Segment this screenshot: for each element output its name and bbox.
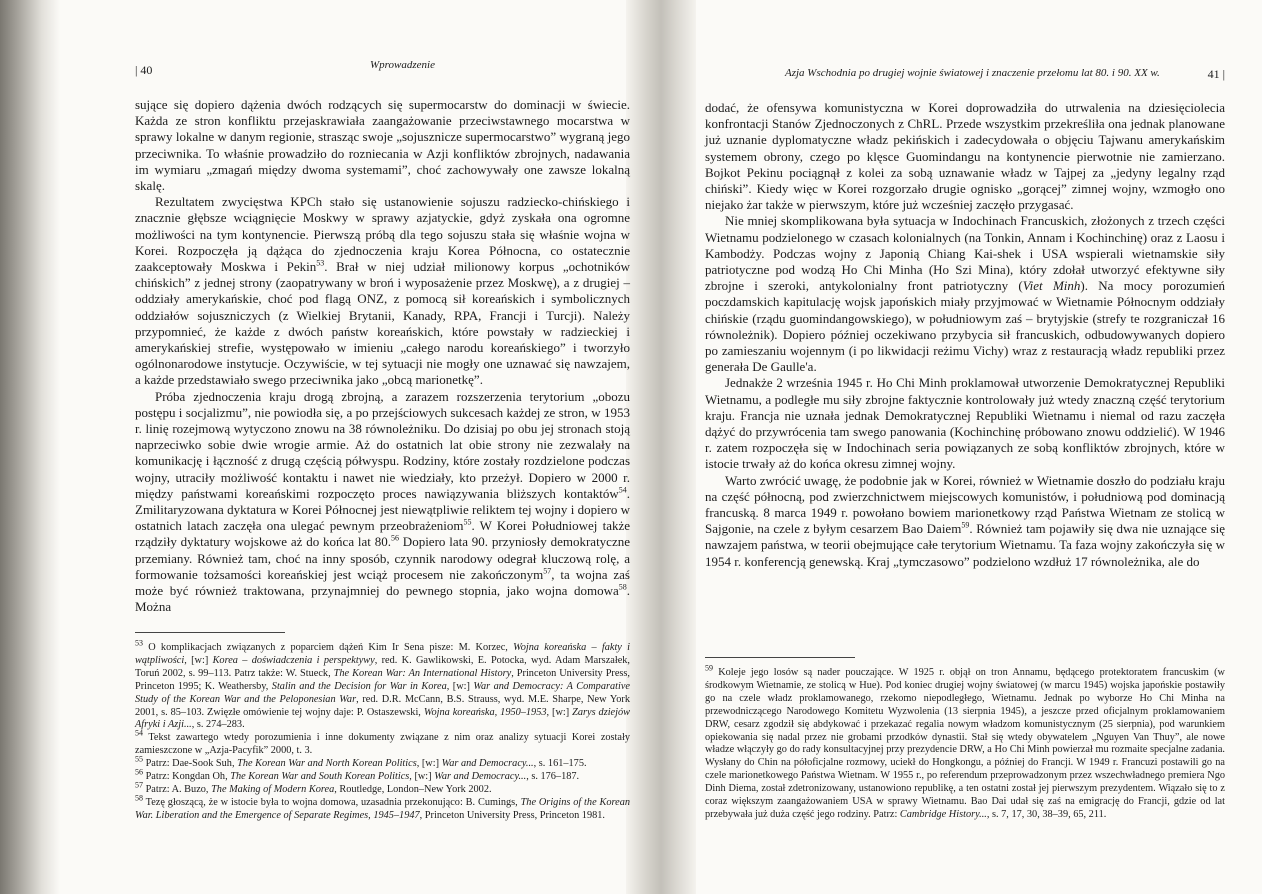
page-edge-shadow [0,0,60,894]
running-title: Wprowadzenie [370,59,435,71]
footnote: $^{53}$ O komplikacjach związanych z poparciem dążeń Kim Ir Sena pisze: M. Korzec, Wojna koreańska – fakty i wątpliwości, [w:] Korea – doświadczenia i perspektywy, red. K. Gawlikowski, E. Potocka, wyd. Adam Marszałek, Toruń 2002, s. 99–113. Patrz także: W. Stueck, The Korean War: An International History, Princeton University Press, Princeton 1995; K. Weathersby, Stalin and the Decision for War in Korea, [w:] War and Democracy: A Comparative Study of the Korean War and the Peloponesian War, red. D.R. McCann, B.S. Strauss, wyd. M.E. Sharpe, New York 2001, s. 85–103. Zwięzłe omówienie tej wojny daje: P. Ostaszewski, Wojna koreańska, 1950–1953, [w:] Zarys dziejów Afryki i Azji..., s. 274–283. [135,638,631,731]
running-header [705,55,1225,81]
main-text [705,100,1225,570]
footnotes [135,638,631,823]
left-page [135,0,630,894]
paragraph: Próba zjednoczenia kraju drogą zbrojną, a zarazem rozszerzenia terytorium „obozu postępu i socjalizmu”, nie powiodła się, a po przejściowych sukcesach każdej ze stron, w 1953 r. linię rozejmową wytyczono znowu na 38 równoleżniku. Do dzisiaj po obu jej stronach stoją naprzeciwko sobie dwie wrogie armie. Aż do ostatnich lat obie strony nie zezwalały na komunikację i łączność z drugą częścią półwyspu. Rodziny, które zostały rozdzielone podczas wojny, utraciły możliwość kontaktu i nawet nie wiedziały, kto przeżył. Dopiero w 2000 r. między państwami koreańskimi rozpoczęto proces nawiązywania bliższych kontaktów$^{54}$. Zmilitaryzowana dyktatura w Korei Północnej jest niewątpliwie reliktem tej wojny i dopiero w ostatnich latach zaczęła ona ulegać pewnym przeobrażeniom$^{55}$. W Korei Południowej także rządziły dyktatury wojskowe aż do końca lat 80.56 Dopiero lata 90. przyniosły demokratyczne przemiany. Również tam, choć na inny sposób, czynnik narodowy odegrał kluczową rolę, a formowanie tożsamości koreańskiej jest wciąż procesem nie zakończonym$^{57}$, ta wojna zaś może być również traktowana, przynajmniej do pewnego stopnia, jako wojna domowa$^{58}$. Można [135,388,630,615]
page-number: 41 | [1207,67,1225,81]
right-page [705,0,1225,894]
paragraph: dodać, że ofensywa komunistyczna w Korei doprowadziła do utrwalenia na dziesięciolecia konfrontacji Stanów Zjednoczonych z ChRL. Przede wszystkim przekreśliła ona jednak planowane już uznanie dyplomatyczne władz pekińskich i zadecydowała o objęciu Tajwanu amerykańskim systemem obrony, czego po klęsce Guomindangu na kontynencie pierwotnie nie zamierzano. Bojkot Pekinu pociągnął z kolei za sobą uznawanie władz w Tajpej za „jedyny legalny rząd chiński”. Kiedy więc w Korei rozgorzało drugie ognisko „gorącej” zimnej wojny, wzmogło ono niejako żar także w pierwszym, które już wcześniej zaczęło przygasać. [705,100,1225,213]
page-number: | 40 [135,63,153,77]
running-title: Azja Wschodnia po drugiej wojnie światowej i znaczenie przełomu lat 80. i 90. XX w. [785,67,1160,79]
footnote-rule [135,632,285,633]
footnote: $^{59}$ Koleje jego losów są nader pouczające. W 1925 r. objął on tron Annamu, będącego protektoratem francuskim (w środkowym Wietnamie, ze stolicą w Hue). Pod koniec drugiej wojny światowej (w marcu 1945) wojska japońskie postawiły go na czele władz proklamowanego, rzekomo niepodległego, Wietnamu. Jednak po wyborze Ho Chi Minha na przewodniczącego Narodowego Komitetu Wyzwolenia (13 sierpnia 1945), a jeszcze przed oficjalnym proklamowaniem DRW, cesarz zgodził się abdykować i przekazać regalia nowym władzom komunistycznym (25 sierpnia), pod warunkiem opiekowania się nadal przez nie grobami przodków dynastii. Stał się wtedy obywatelem „Nguyen Van Thuy”, ale nowe władze włączyły go do rady konsultacyjnej przy prezydencie DRW, a Ho Chi Minh powierzał mu rozmaite specjalne zadania. Wysłany do Chin na półoficjalne rozmowy, uciekł do Hongkongu, a później do Francji. W 1949 r. Francuzi postawili go na czele marionetkowego Państwa Wietnam. W 1955 r., po referendum przeprowadzonym przez wszechwładnego premiera Ngo Dinh Diema, został zdetronizowany, ustanowiono republikę, a ten ostatni został jej pierwszym prezydentem. Wiązało się to z coraz większym zaangażowaniem USA w sprawy Wietnamu. Bao Dai udał się zaś na emigrację do Francji, gdzie od lat przebywała już duża część jego rodziny. Patrz: Cambridge History..., s. 7, 17, 30, 38–39, 65, 211. [705,663,1225,820]
paragraph: Jednakże 2 września 1945 r. Ho Chi Minh proklamował utworzenie Demokratycznej Republiki Wietnamu, a podległe mu siły zbrojne faktycznie kontrolowały już wtedy znaczną część terytorium kraju. Francja nie uznała jednak Demokratycznej Republiki Wietnamu i niemal od razu zaczęła dążyć do przywrócenia tam swego panowania (Kochinchinę próbowano znowu oddzielić). W 1946 r. zatem rozpoczęła się w Indochinach seria powiązanych ze sobą konfliktów zbrojnych, które w istocie trwały aż do końca okresu zimnej wojny. [705,375,1225,472]
footnote: $^{56}$ Patrz: Kongdan Oh, The Korean War and South Korean Politics, [w:] War and Democracy..., s. 176–187. [135,767,580,783]
footnote: $^{54}$ Tekst zawartego wtedy porozumienia i inne dokumenty związane z nim oraz analizy sytuacji Korei zostały zamieszczone w „Azja-Pacyfik” 2000, t. 3. [135,728,630,757]
paragraph: Warto zwrócić uwagę, że podobnie jak w Korei, również w Wietnamie doszło do podziału kraju na część północną, pod zwierzchnictwem miejscowych komunistów, i południową pod dominacją francuską. 8 marca 1949 r. powołano bowiem marionetkowy rząd Państwa Wietnam ze stolicą w Sajgonie, na czele z byłym cesarzem Bao Daiem$^{59}$. Również tam pojawiły się dwa nie uznające się nawzajem państwa, w teorii obejmujące całe terytorium Wietnamu. Ta faza wojny zakończyła się w 1954 r. konferencją genewską. Kraj „tymczasowo” podzielono wzdłuż 17 równoleżnika, ale do [705,472,1225,569]
footnote: $^{57}$ Patrz: A. Buzo, The Making of Modern Korea, Routledge, London–New York 2002. [135,780,492,795]
paragraph: sujące się dopiero dążenia dwóch rodzących się supermocarstw do dominacji w świecie. Każda ze stron konfliktu przejaskrawiała zaangażowanie przeciwstawnego mocarstwa w sprawy lokalne w danym regionie, strasząc swoje „sojusznicze supermocarstwo” wygraną jego przeciwnika. To właśnie prowadziło do rozniecania w Azji konfliktów zbrojnych, nadawania im wymiaru „zmagań między dwoma systemami”, choć zachowywały one zawsze lokalną skalę. [135,97,630,194]
footnote: $^{58}$ Tezę głoszącą, że w istocie była to wojna domowa, uzasadnia przekonująco: B. Cumings, The Origins of the Korean War. Liberation and the Emergence of Separate Regimes, 1945–1947, Princeton University Press, Princeton 1981. [135,793,631,821]
paragraph: Rezultatem zwycięstwa KPCh stało się ustanowienie sojuszu radziecko-chińskiego i znacznie głębsze wciągnięcie Moskwy w sprawy azjatyckie, gdyż zyskała ona ogromne możliwości na tym kontynencie. Pierwszą próbą dla tego sojuszu stała się właśnie wojna w Korei. Rozpoczęła ją dążąca do zjednoczenia kraju Korea Północna, co ostatecznie zaakceptowały Moskwa i Pekin$^{53}$. Brał w niej udział milionowy korpus „ochotników chińskich” z jednej strony (zaopatrywany w broń i wyposażenie przez Moskwę), a z drugiej – oddziały amerykańskie, choć pod flagą ONZ, z pomocą sił koreańskich i symbolicznych oddziałów sojuszniczych (z Wielkiej Brytanii, Kanady, RPA, Francji i Turcji). Należy przypomnieć, że każde z dwóch państw koreańskich, które powstały w radzieckiej i amerykańskiej strefie, występowało w imieniu „całego narodu koreańskiego” i tworzyło ogólnonarodowe instytucje. Oczywiście, w tej sytuacji nie mogły one uznawać się nawzajem, a każde przedstawiało swego przeciwnika jako „obcą marionetkę”. [135,194,630,388]
main-text [135,97,630,616]
running-header [135,55,630,77]
footnote: $^{55}$ Patrz: Dae-Sook Suh, The Korean War and North Korean Politics, [w:] War and Democracy..., s. 161–175. [135,754,587,770]
book-gutter [626,0,696,894]
footnotes [705,663,1225,822]
footnote-rule [705,657,855,658]
paragraph: Nie mniej skomplikowana była sytuacja w Indochinach Francuskich, złożonych z trzech części Wietnamu podzielonego w czasach kolonialnych (na Tonkin, Annam i Kochinchinę) oraz z Laosu i Kambodży. Podczas wojny z Japonią Chiang Kai-shek i USA wspierali wietnamskie siły patriotyczne pod wodzą Ho Chi Minha (Ho Szi Mina), który zdołał utworzyć efektywne siły zbrojne i szeroki, antykolonialny front patriotyczny (Viet Minh). Na mocy porozumień poczdamskich kapitulację wojsk japońskich miały przyjmować w Wietnamie Północnym oddziały chińskie (rządu guomindangowskiego), w południowym zaś – brytyjskie (strefy te rozgraniczał 16 równoleżnik). Dopiero później oczekiwano przybycia sił francuskich, odbudowywanych dopiero po zamieszaniu wojennym (i po likwidacji reżimu Vichy) wraz z restauracją władz republiki przez generała De Gaulle'a. [705,213,1225,375]
